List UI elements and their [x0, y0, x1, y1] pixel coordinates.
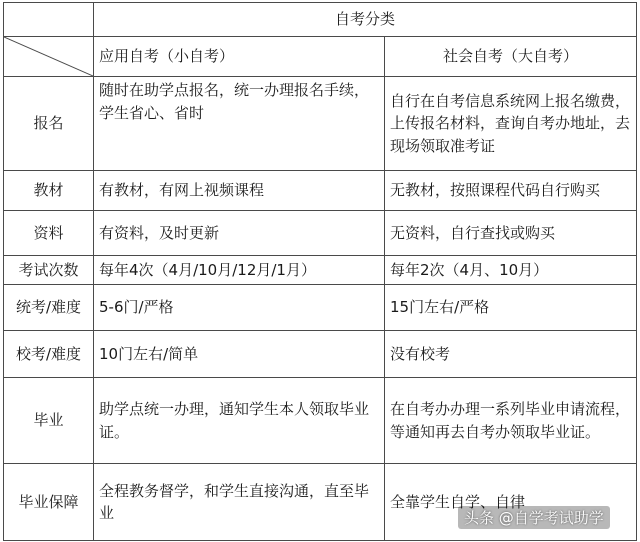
row-label: 毕业保障	[4, 464, 94, 541]
social-cell: 15门左右/严格	[385, 285, 637, 331]
row-label: 统考/难度	[4, 285, 94, 331]
social-cell: 在自考办办理一系列毕业申请流程，等通知再去自考办领取毕业证。	[385, 378, 637, 464]
table-row	[4, 77, 637, 171]
table-row	[4, 256, 637, 285]
social-cell: 没有校考	[385, 331, 637, 378]
row-label: 毕业	[4, 378, 94, 464]
title-row	[4, 3, 637, 37]
watermark: 头条 @自学考试助学	[458, 506, 610, 529]
table-row	[4, 331, 637, 378]
table-row	[4, 211, 637, 256]
comparison-table	[3, 2, 637, 541]
applied-cell: 10门左右/简单	[94, 331, 385, 378]
row-label: 教材	[4, 171, 94, 211]
applied-cell: 助学点统一办理，通知学生本人领取毕业证。	[94, 378, 385, 464]
applied-cell: 5-6门/严格	[94, 285, 385, 331]
row-label: 考试次数	[4, 256, 94, 285]
social-cell: 无资料，自行查找或购买	[385, 211, 637, 256]
header-row	[4, 37, 637, 77]
column-header-applied: 应用自考（小自考）	[94, 37, 385, 77]
social-cell: 全靠学生自学、自律	[385, 464, 637, 541]
diagonal-corner-cell	[4, 37, 94, 77]
table-row	[4, 171, 637, 211]
social-cell: 每年2次（4月、10月）	[385, 256, 637, 285]
table-row	[4, 285, 637, 331]
social-cell: 无教材，按照课程代码自行购买	[385, 171, 637, 211]
diagonal-line	[4, 37, 93, 76]
row-label: 报名	[4, 77, 94, 171]
social-cell: 自行在自考信息系统网上报名缴费，上传报名材料，查询自考办地址，去现场领取准考证	[385, 77, 637, 171]
applied-cell: 随时在助学点报名，统一办理报名手续，学生省心、省时	[94, 77, 385, 171]
row-label: 资料	[4, 211, 94, 256]
row-label: 校考/难度	[4, 331, 94, 378]
table-title: 自考分类	[94, 3, 637, 37]
applied-cell: 有资料，及时更新	[94, 211, 385, 256]
column-header-social: 社会自考（大自考）	[385, 37, 637, 77]
applied-cell: 全程教务督学，和学生直接沟通，直至毕业	[94, 464, 385, 541]
applied-cell: 有教材，有网上视频课程	[94, 171, 385, 211]
table-row	[4, 378, 637, 464]
applied-cell: 每年4次（4月/10月/12月/1月）	[94, 256, 385, 285]
